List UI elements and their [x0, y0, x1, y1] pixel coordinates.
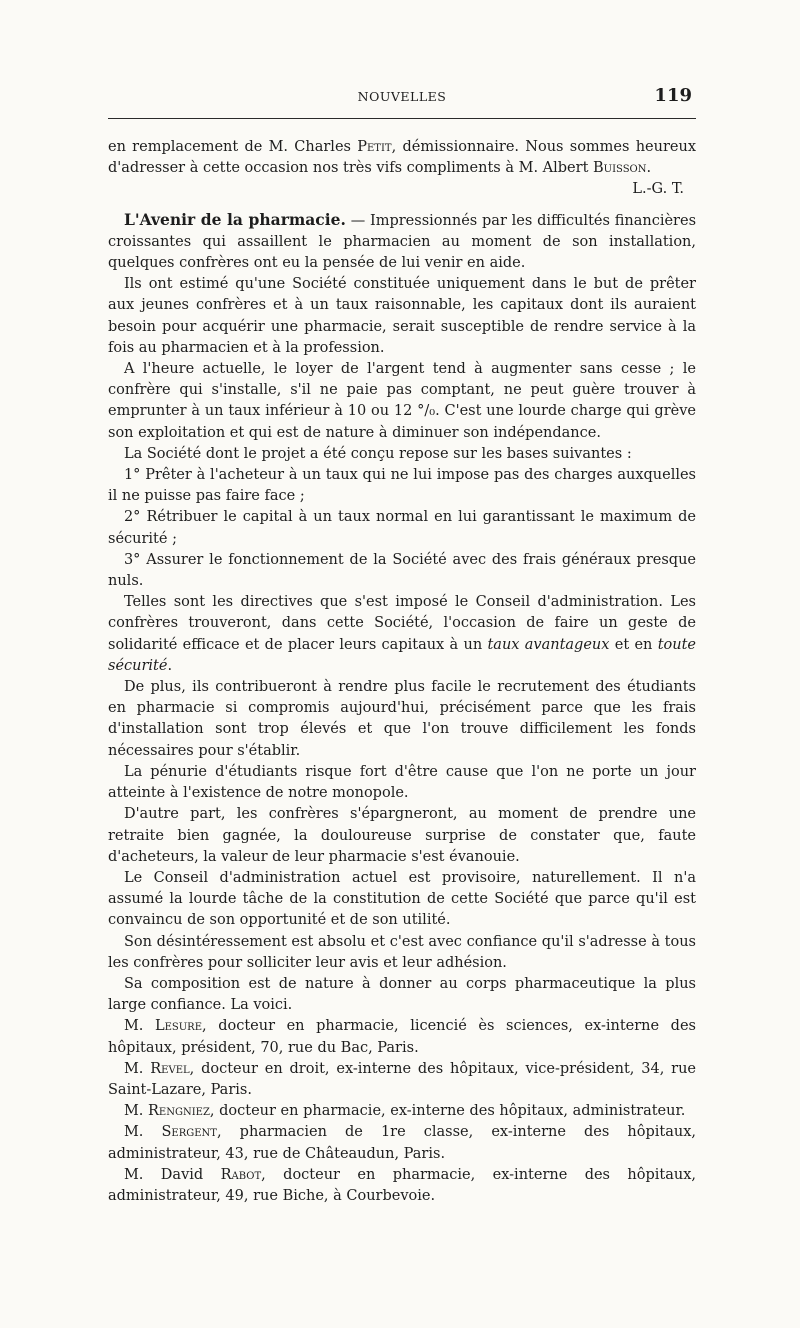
section-paragraph-13: Son désintéressement est absolu et c'est avec confiance qu'il s'adresse à tous les confrères pour solliciter leur avis et leur adhésion.: [108, 933, 696, 971]
section-paragraph-14: Sa composition est de nature à donner au corps pharmaceutique la plus large confiance. La voici.: [108, 975, 696, 1014]
name-petit: Petit: [357, 139, 392, 155]
section-paragraph-2: Ils ont estimé qu'une Société constituée uniquement dans le but de prêter aux jeunes confrères et à un taux raisonnable, les capitaux dont ils auraient besoin pour acquérir une pharmacie, serait susceptible de rendre service à la fois au pharmacien et à la profession.: [108, 276, 696, 356]
signature: L.-G. T.: [632, 181, 684, 198]
section-paragraph-8: Telles sont les directives que s'est imposé le Conseil d'administration. Les confrères trouveront, dans cette Société, l'occasion de faire un geste de solidarité efficace et de placer leurs capitaux à un taux avantageux et en toute sécurité.: [108, 594, 696, 674]
section-paragraph-10: La pénurie d'étudiants risque fort d'être cause que l'on ne porte un jour atteinte à l'existence de notre monopole.: [108, 763, 696, 802]
list-item-2: 2° Rétribuer le capital à un taux normal en lui garantissant le maximum de sécurité ;: [108, 509, 696, 547]
member-entry: M. Sergent, pharmacien de 1re classe, ex-interne des hôpitaux, administrateur, 43, rue de Châteaudun, Paris.: [108, 1124, 696, 1162]
section-paragraph-3: A l'heure actuelle, le loyer de l'argent tend à augmenter sans cesse ; le confrère qui s'installe, s'il ne paie pas comptant, ne peut guère trouver à emprunter à un taux inférieur à 10 ou 12 °/₀. C'est une lourde charge qui grève son exploitation et qui est de nature à diminuer son indépendance.: [108, 361, 696, 441]
member-entry: M. Revel, docteur en droit, ex-interne des hôpitaux, vice-président, 34, rue Saint-Lazare, Paris.: [108, 1060, 696, 1098]
section-paragraph-11: D'autre part, les confrères s'épargneront, au moment de prendre une retraite bien gagnée, la douloureuse surprise de constater que, faute d'acheteurs, la valeur de leur pharmacie s'est évanouie.: [108, 806, 696, 865]
header-rule: [108, 118, 696, 119]
name-buisson: Buisson: [593, 160, 647, 177]
section-title: L'Avenir de la pharmacie.: [123, 209, 346, 229]
member-entry: M. David Rabot, docteur en pharmacie, ex-interne des hôpitaux, administrateur, 49, rue Biche, à Courbevoie.: [108, 1166, 696, 1204]
list-item-3: 3° Assurer le fonctionnement de la Société avec des frais généraux presque nuls.: [108, 551, 696, 590]
section-paragraph-12: Le Conseil d'administration actuel est provisoire, naturellement. Il n'a assumé la lourde tâche de la constitution de cette Société que parce qu'il est convaincu de son opportunité et de son utilité.: [108, 869, 696, 929]
member-entry: M. Lesure, docteur en pharmacie, licencié ès sciences, ex-interne des hôpitaux, président, 70, rue du Bac, Paris.: [108, 1018, 696, 1056]
intro-paragraph: en remplacement de M. Charles Petit, démissionnaire. Nous sommes heureux d'adresser à cette occasion nos très vifs compliments à M. Albert Buisson.: [108, 139, 696, 177]
page-number: 119: [654, 85, 692, 106]
running-head: NOUVELLES: [357, 89, 447, 104]
page-body: [108, 137, 696, 1207]
section-paragraph-4: La Société dont le projet a été conçu repose sur les bases suivantes :: [123, 445, 632, 462]
section-paragraph-9: De plus, ils contribueront à rendre plus facile le recrutement des étudiants en pharmacie si compromis aujourd'hui, précisément parce que les frais d'installation sont trop élevés et que l'on trouve difficilement les fonds nécessaires pour s'établir.: [108, 679, 696, 759]
list-item-1: 1° Prêter à l'acheteur à un taux qui ne lui impose pas des charges auxquelles il ne puisse pas faire face ;: [108, 467, 696, 505]
page-header: [108, 85, 696, 109]
section-paragraph-1: L'Avenir de la pharmacie. — Impressionnés par les difficultés financières croissantes qui assaillent le pharmacien au moment de son installation, quelques confrères ont eu la pensée de lui venir en aide.: [108, 209, 697, 272]
member-entry: M. Rengniez, docteur en pharmacie, ex-interne des hôpitaux, administrateur.: [123, 1103, 686, 1120]
